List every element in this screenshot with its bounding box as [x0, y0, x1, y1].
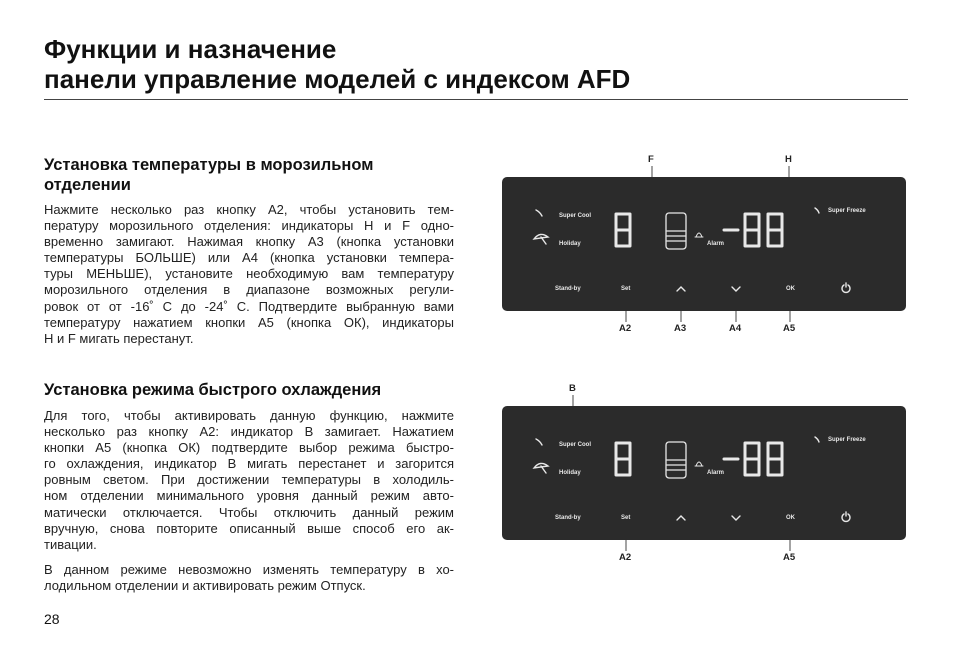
power-icon — [842, 512, 850, 521]
display-digit-8 — [616, 443, 630, 475]
text-line: морозильного отделения в диапазоне возможных регули- — [44, 282, 454, 298]
section1-body — [44, 202, 454, 347]
section2-heading: Установка режима быстрого охлаждения — [44, 381, 382, 399]
super-cool-icon — [536, 210, 542, 216]
text-line: В данном режиме невозможно изменять температуру в хо- — [44, 562, 454, 577]
display-digits-minus-88 — [724, 214, 782, 246]
text-line: тивации. — [44, 536, 97, 552]
text-line: Нажмите несколько раз кнопку А2, чтобы установить тем- — [44, 202, 454, 217]
title-divider — [44, 99, 908, 100]
text-line: температуру нажатием кнопки А5 (кнопка ОК), индикаторы — [44, 314, 454, 330]
text-line: матически отключается. Чтобы отключить данный режим — [44, 504, 454, 520]
label-alarm: Alarm — [707, 241, 725, 247]
callout-a2: A2 — [619, 323, 632, 334]
super-freeze-icon — [815, 437, 819, 442]
fridge-compartment-icon — [666, 442, 686, 478]
text-line: ровным светом. При достижении температуры в холодиль- — [44, 472, 454, 488]
text-line: вручную, снова повторите описанный выше способ его ак- — [44, 520, 454, 536]
display-digit-8 — [616, 214, 630, 246]
callout-a4: A4 — [729, 323, 742, 334]
text-line: Для того, чтобы активировать данную функцию, нажмите — [44, 408, 454, 423]
callout-a2: A2 — [619, 552, 632, 563]
label-super-freeze: Super Freeze — [828, 208, 866, 214]
section1-heading-line1: Установка температуры в морозильном — [44, 156, 374, 174]
button-set[interactable]: Set — [621, 515, 631, 521]
label-holiday: Holiday — [559, 470, 581, 476]
page-title-line1: Функции и назначение — [44, 34, 337, 64]
page-title — [44, 34, 630, 94]
text-line: временно замигают. Нажимая кнопку А3 (кнопка установки — [44, 234, 454, 250]
display-digits-minus-88 — [724, 443, 782, 475]
section1-heading-line2: отделении — [44, 176, 131, 194]
label-holiday: Holiday — [559, 241, 581, 247]
super-freeze-icon — [815, 208, 819, 213]
super-cool-icon — [536, 439, 542, 445]
alarm-bell-icon — [695, 233, 703, 237]
text-line: пературу морозильного отделения: индикаторы H и F одно- — [44, 218, 454, 234]
callout-h: H — [785, 154, 792, 165]
up-arrow-icon — [677, 287, 685, 291]
text-line: ровок от от -16˚ С до -24˚ С. Подтвердите выбранную вами — [44, 298, 454, 314]
label-super-cool: Super Cool — [559, 442, 592, 448]
holiday-umbrella-icon — [534, 463, 548, 473]
up-arrow-icon — [677, 516, 685, 520]
text-line: ном отделении минимального уровня данный режим авто- — [44, 488, 454, 504]
control-panel-2 — [502, 406, 906, 540]
button-standby[interactable]: Stand-by — [555, 286, 581, 292]
text-line: кнопки А5 (кнопка ОК) подтвердите выбор режима быстро- — [44, 440, 454, 456]
alarm-bell-icon — [695, 462, 703, 466]
text-line: температуры БОЛЬШЕ) или А4 (кнопка установки темпера- — [44, 250, 454, 266]
callout-a5: A5 — [783, 552, 796, 563]
label-alarm: Alarm — [707, 470, 725, 476]
label-super-freeze: Super Freeze — [828, 437, 866, 443]
down-arrow-icon — [732, 287, 740, 291]
text-line: несколько раз кнопку А2: индикатор В замигает. Нажатием — [44, 424, 454, 440]
callout-f: F — [648, 154, 654, 165]
callout-a3: A3 — [674, 323, 687, 334]
callout-a5: A5 — [783, 323, 796, 334]
power-icon — [842, 283, 850, 292]
text-line: лодильном отделении и активировать режим Отпуск. — [44, 578, 366, 594]
holiday-umbrella-icon — [534, 234, 548, 244]
section2-body — [44, 408, 454, 553]
down-arrow-icon — [732, 516, 740, 520]
control-panel-1 — [502, 177, 906, 311]
text-line: туры МЕНЬШЕ), установите необходимую вам температуру — [44, 266, 454, 282]
text-line: H и F мигать перестанут. — [44, 330, 194, 346]
callout-b: B — [569, 383, 576, 394]
text-line: го охлаждения, индикатор В мигать перестанет и загорится — [44, 456, 454, 472]
fridge-compartment-icon — [666, 213, 686, 249]
button-standby[interactable]: Stand-by — [555, 515, 581, 521]
label-super-cool: Super Cool — [559, 213, 592, 219]
page-title-line2: панели управление моделей с индексом AFD — [44, 64, 631, 94]
button-set[interactable]: Set — [621, 286, 631, 292]
section1-heading — [44, 155, 373, 195]
section2-note — [44, 562, 454, 594]
page-number: 28 — [44, 611, 60, 627]
button-ok[interactable]: OK — [786, 515, 795, 521]
button-ok[interactable]: OK — [786, 286, 795, 292]
